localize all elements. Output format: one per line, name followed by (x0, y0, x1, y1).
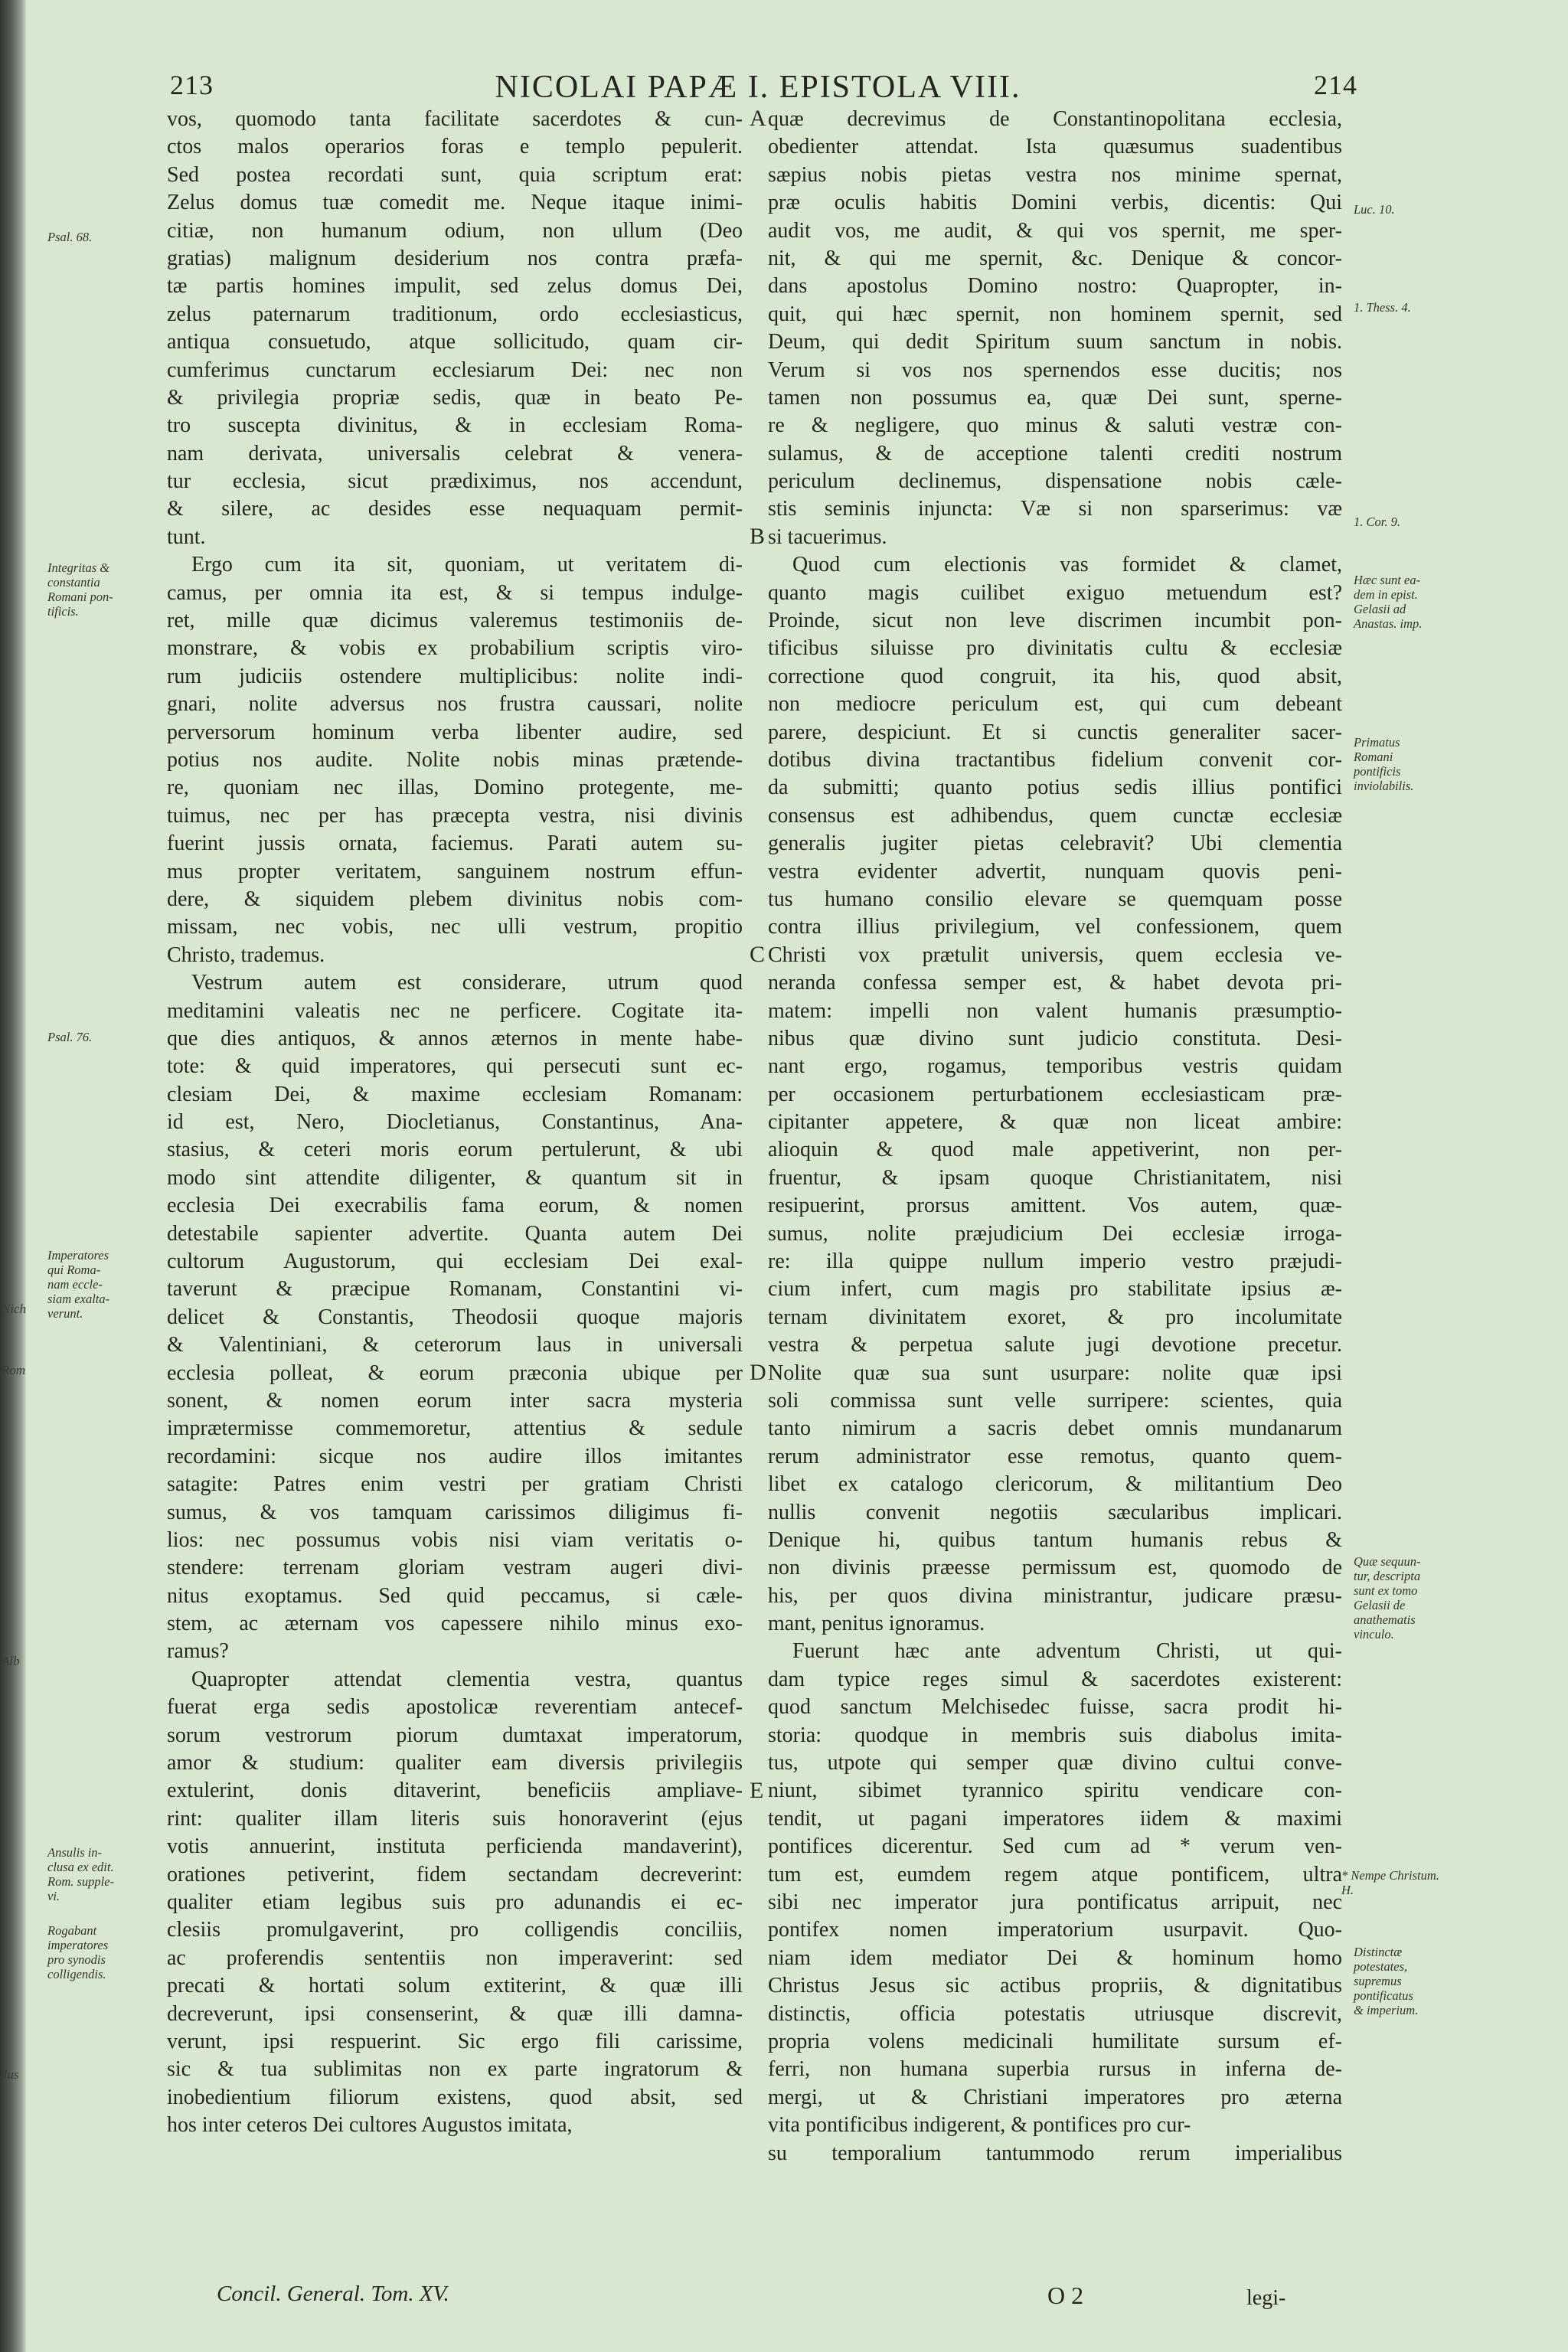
text-line: perversorum hominum verba libenter audire, sed (167, 720, 743, 744)
text-line: Verum si vos nos spernendos esse ducitis; nos (768, 358, 1342, 382)
margin-note-line: vinculo. (1354, 1627, 1394, 1642)
margin-note-line: tificis. (47, 604, 79, 619)
text-line: Proinde, sicut non leve discrimen incumbit pon- (768, 609, 1342, 633)
text-line: nant ergo, rogamus, temporibus vestris quidam (768, 1054, 1342, 1079)
page-number-right: 214 (1314, 70, 1357, 100)
text-line: rint: qualiter illam literis suis honoraverint (ejus (167, 1806, 743, 1831)
running-header (0, 69, 1568, 107)
text-line: que dies antiquos, & annos æternos in mente habe- (167, 1026, 743, 1050)
text-line: cipitanter appetere, & quæ non liceat ambire: (768, 1110, 1342, 1135)
text-line: tote: & quid imperatores, qui persecuti sunt ec- (167, 1054, 743, 1079)
text-line: Vestrum autem est considerare, utrum quod (191, 971, 743, 995)
text-line: sulamus, & de acceptione talenti crediti nostrum (768, 441, 1342, 466)
text-line: stendere: terrenam gloriam vestram augeri divi- (167, 1556, 743, 1580)
margin-note-line: Primatus (1354, 735, 1400, 750)
text-line: potius nos audite. Nolite nobis minas prætende- (167, 747, 743, 772)
text-line: monstrare, & vobis ex probabilium scriptis viro- (167, 636, 743, 661)
text-line: qualiter etiam legibus suis pro adunandis ei ec- (167, 1890, 743, 1914)
margin-note-line: Rom. supple- (47, 1874, 115, 1889)
margin-note-line: potestates, (1354, 1959, 1408, 1974)
text-line: ternam divinitatem exoret, & pro incolumitate (768, 1305, 1342, 1329)
text-line: præ oculis habitis Domini verbis, dicentis: Qui (768, 191, 1342, 215)
text-line: sibi nec imperator jura pontificatus arripuit, nec (768, 1890, 1342, 1914)
text-line: Zelus domus tuæ comedit me. Neque itaque inimi- (167, 191, 743, 215)
text-line: tus, utpote qui semper quæ divino cultui conve- (768, 1751, 1342, 1775)
text-line: sumus, nolite præjudicium Dei ecclesiæ irroga- (768, 1221, 1342, 1246)
text-line: inobedientium filiorum existens, quod absit, sed (167, 2085, 743, 2109)
text-line: parere, despiciunt. Et si cunctis generaliter sacer- (768, 720, 1342, 744)
margin-note-line: verunt. (47, 1306, 83, 1321)
text-line: da submitti; quanto potius sedis illius pontifici (768, 776, 1342, 800)
margin-note-line: pontificis (1354, 764, 1401, 779)
text-line: cium infert, cum magis pro stabilitate ipsius æ- (768, 1277, 1342, 1302)
text-line: non mediocre periculum est, qui cum debeant (768, 692, 1342, 717)
text-line: tæ partis homines impulit, sed zelus domus Dei, (167, 274, 743, 299)
page-title: NICOLAI PAPÆ I. EPISTOLA VIII. (495, 70, 1021, 105)
text-line: tro suscepta divinitus, & in ecclesiam Roma- (167, 413, 743, 438)
margin-note-line: Integritas & (47, 560, 110, 575)
text-line: nam derivata, universalis celebrat & venera- (167, 441, 743, 466)
text-line: storia: quodque in membris suis diabolus imita- (768, 1723, 1342, 1747)
margin-note-line: pro synodis (47, 1952, 106, 1967)
text-line: orationes petiverint, fidem sectandam decreverint: (167, 1862, 743, 1886)
text-line: alioquin & quod male appetiverint, non per- (768, 1138, 1342, 1162)
text-line: matem: impelli non valent humanis præsumptio- (768, 998, 1342, 1023)
text-line: ret, mille quæ dicimus valeremus testimoniis de- (167, 609, 743, 633)
margin-note-thessalonians: 1. Thess. 4. (1354, 300, 1411, 315)
margin-note-line: Romani pon- (47, 590, 113, 604)
text-line: hos inter ceteros Dei cultores Augustos imitata, (167, 2113, 573, 2138)
margin-note-line: pontificatus (1354, 1988, 1413, 2003)
text-line: quæ decrevimus de Constantinopolitana ecclesia, (768, 107, 1342, 131)
text-line: Denique hi, quibus tantum humanis rebus & (768, 1527, 1342, 1552)
binding-edge-note: Nich (2, 1302, 27, 1316)
binding-edge-note: Alb (2, 1654, 20, 1668)
margin-note-corinthians: 1. Cor. 9. (1354, 514, 1400, 529)
text-line: sæpius nobis pietas vestra nos minime spernat, (768, 162, 1342, 187)
text-line: dere, & siquidem plebem divinitus nobis com- (167, 887, 743, 911)
text-line: cultorum Augustorum, qui ecclesiam Dei exal- (167, 1250, 743, 1274)
text-line: tunt. (167, 524, 206, 549)
margin-note-line: anathematis (1354, 1612, 1416, 1627)
text-line: ferri, non humana superbia rursus in inferna de- (768, 2057, 1342, 2082)
text-line: tanto nimirum a sacris debet omnis mundanarum (768, 1416, 1342, 1441)
text-line: mergi, ut & Christiani imperatores pro æterna (768, 2085, 1342, 2109)
margin-note-quae-sequuntur (1354, 1554, 1421, 1642)
text-line: per occasionem perturbationem ecclesiasticam præ- (768, 1082, 1342, 1106)
text-line: Ergo cum ita sit, quoniam, ut veritatem di- (191, 553, 743, 577)
text-line: su temporalium tantummodo rerum imperialibus (768, 2141, 1342, 2165)
text-line: amor & studium: qualiter eam diversis privilegiis (167, 1751, 743, 1775)
margin-note-line: constantia (47, 575, 100, 590)
text-line: Deum, qui dedit Spiritum suum sanctum in nobis. (768, 330, 1342, 354)
text-line: precati & hortati solum extiterint, & quæ illi (167, 1974, 743, 1998)
text-line: periculum declinemus, dispensatione nobis cæle- (768, 469, 1342, 494)
text-line: quit, qui hæc spernit, non hominem spernit, sed (768, 302, 1342, 326)
margin-note-line: supremus (1354, 1974, 1402, 1988)
text-line: camus, per omnia ita est, & si tempus indulge- (167, 580, 743, 605)
margin-note-nempe: * Nempe Christum. H. (1341, 1868, 1439, 1897)
margin-note-line: Imperatores (47, 1248, 109, 1263)
margin-note-line: siam exalta- (47, 1292, 110, 1306)
text-line: clesiam Dei, & maxime ecclesiam Romanam: (167, 1082, 743, 1106)
text-line: pontifices dicerentur. Sed cum ad * verum ven- (768, 1834, 1342, 1859)
text-line: Christo, trademus. (167, 942, 325, 967)
margin-note-line: Romani (1354, 750, 1393, 764)
text-line: ctos malos operarios foras e templo pepulerit. (167, 135, 743, 159)
text-line: si tacuerimus. (768, 524, 887, 549)
text-line: tamen non possumus ea, quæ Dei sunt, sperne- (768, 385, 1342, 410)
text-line: antiqua consuetudo, atque sollicitudo, quam cir- (167, 330, 743, 354)
margin-note-line: nam eccle- (47, 1277, 103, 1292)
margin-note-primatus (1354, 735, 1413, 793)
margin-note-line: tur, descripta (1354, 1569, 1421, 1583)
text-line: cumferimus cunctarum ecclesiarum Dei: nec non (167, 358, 743, 382)
margin-note-psalm-76: Psal. 76. (47, 1030, 93, 1044)
text-line: ecclesia Dei execrabilis fama eorum, & nomen (167, 1194, 743, 1218)
text-line: stem, ac æternam vos capessere nihilo minus exo- (167, 1612, 743, 1636)
margin-note-line: vi. (47, 1889, 60, 1903)
text-line: vestra & perpetua salute jugi devotione precetur. (768, 1333, 1342, 1357)
text-line: non divinis præesse permissum est, quomodo de (768, 1556, 1342, 1580)
margin-note-line: qui Roma- (47, 1263, 101, 1277)
margin-note-psalm-68: Psal. 68. (47, 230, 93, 244)
margin-note-line: Rogabant (47, 1923, 97, 1938)
text-line: Quapropter attendat clementia vestra, quantus (191, 1667, 743, 1691)
margin-note-line: Gelasii de (1354, 1598, 1406, 1612)
text-line: zelus paternarum traditionum, ordo ecclesiasticus, (167, 302, 743, 326)
margin-note-imperatores (47, 1248, 109, 1321)
text-line: detestabile sapienter advertite. Quanta autem Dei (167, 1221, 743, 1246)
text-line: vita pontificibus indigerent, & pontifices pro cur- (768, 2113, 1191, 2138)
text-line: sonent, & nomen eorum inter sacra mysteria (167, 1388, 743, 1413)
right-text-column (768, 106, 1342, 2167)
text-line: pontifex nomen imperatorium usurpavit. Quo- (768, 1918, 1342, 1942)
text-line: extulerint, donis ditaverint, beneficiis ampliave- (167, 1779, 743, 1803)
text-line: meditamini valeatis nec ne perficere. Cogitate ita- (167, 998, 743, 1023)
text-line: verunt, ipsi respuerint. Sic ergo fili carissime, (167, 2029, 743, 2053)
margin-note-line: inviolabilis. (1354, 779, 1414, 793)
text-line: Sed postea recordati sunt, quia scriptum erat: (167, 162, 743, 187)
text-line: id est, Nero, Diocletianus, Constantinus, Ana- (167, 1110, 743, 1135)
text-line: gratias) malignum desiderium nos contra præfa- (167, 246, 743, 270)
margin-note-line: Hæc sunt ea- (1354, 573, 1421, 587)
text-line: votis annuerint, instituta perficienda mandaverint), (167, 1834, 743, 1859)
left-text-column (167, 106, 743, 2140)
text-line: correctione quod congruit, ita his, quod absit, (768, 664, 1342, 688)
text-line: fuerat erga sedis apostolicæ reverentiam antecef- (167, 1695, 743, 1720)
text-line: Quod cum electionis vas formidet & clamet, (792, 553, 1342, 577)
margin-note-gelasius (1354, 573, 1422, 631)
text-line: mant, penitus ignoramus. (768, 1612, 985, 1636)
text-line: re & negligere, quo minus & saluti vestræ con- (768, 413, 1342, 438)
section-letter-d: D (750, 1360, 766, 1385)
margin-note-line: Anastas. imp. (1354, 616, 1423, 631)
text-line: consensus est adhibendus, quem cunctæ ecclesiæ (768, 803, 1342, 828)
footer-signature-mark: O 2 (1047, 2282, 1084, 2309)
text-line: sumus, & vos tamquam carissimos diligimus fi- (167, 1500, 743, 1524)
footer-catchword: legi- (1246, 2286, 1286, 2310)
text-line: libet ex catalogo clericorum, & militantium Deo (768, 1472, 1342, 1497)
text-line: ac proferendis sententiis non imperaverint: sed (167, 1945, 743, 1970)
margin-note-line: Quæ sequun- (1354, 1554, 1421, 1569)
text-line: delicet & Constantis, Theodosii quoque majoris (167, 1305, 743, 1329)
text-line: tuimus, nec per has præcepta vestra, nisi divinis (167, 803, 743, 828)
text-line: nitus exoptamus. Sed quid peccamus, si cæle- (167, 1583, 743, 1608)
text-line: quanto magis cuilibet exiguo metuendum est? (768, 580, 1342, 605)
text-line: generalis jugiter pietas celebravit? Ubi clementia (768, 831, 1342, 856)
binding-edge-note: Jus (2, 2067, 19, 2082)
text-line: Nolite quæ sua sunt usurpare: nolite quæ ipsi (768, 1361, 1342, 1385)
text-line: Christi vox prætulit universis, quem ecclesia ve- (768, 942, 1342, 967)
text-line: Christus Jesus sic actibus propriis, & dignitatibus (768, 1974, 1342, 1998)
text-line: mus propter veritatem, sanguinem nostrum effun- (167, 859, 743, 884)
text-line: gnari, nolite adversus nos frustra caussari, nolite (167, 692, 743, 717)
margin-note-luke: Luc. 10. (1354, 202, 1395, 217)
text-line: nullis convenit negotiis sæcularibus implicari. (768, 1500, 1342, 1524)
text-line: vos, quomodo tanta facilitate sacerdotes & cun- (167, 107, 743, 131)
text-line: tus humano consilio elevare se quemquam posse (768, 887, 1342, 911)
text-line: & silere, ac desides esse nequaquam permit- (167, 497, 743, 521)
text-line: niam idem mediator Dei & hominum homo (768, 1945, 1342, 1970)
margin-note-line: & imperium. (1354, 2003, 1419, 2017)
margin-note-line: imperatores (47, 1938, 109, 1952)
text-line: imprætermisse commemoretur, attentius & sedule (167, 1416, 743, 1441)
text-line: tendit, ut pagani imperatores iidem & maximi (768, 1806, 1342, 1831)
text-line: fruentur, & ipsam quoque Christianitatem, nisi (768, 1165, 1342, 1190)
text-line: tificibus siluisse pro divinitatis cultu & ecclesiæ (768, 636, 1342, 661)
text-line: recordamini: sicque nos audire illos imitantes (167, 1444, 743, 1468)
book-binding-edge (0, 0, 26, 2352)
text-line: clesiis promulgaverint, pro colligendis conciliis, (167, 1918, 743, 1942)
section-letter-e: E (750, 1778, 764, 1803)
margin-note-line: clusa ex edit. (47, 1860, 114, 1874)
text-line: vestra evidenter advertit, nunquam quovis peni- (768, 859, 1342, 884)
text-line: sic & tua sublimitas non ex parte ingratorum & (167, 2057, 743, 2082)
text-line: quod sanctum Melchisedec fuisse, sacra prodit hi- (768, 1695, 1342, 1720)
footer-volume: Concil. General. Tom. XV. (217, 2282, 449, 2306)
text-line: contra illius privilegium, vel confessionem, quem (768, 915, 1342, 939)
text-line: dans apostolus Domino nostro: Quapropter, in- (768, 274, 1342, 299)
text-line: ramus? (167, 1639, 229, 1664)
text-line: nibus quæ divino sunt judicio constituta. Desi- (768, 1026, 1342, 1050)
text-line: lios: nec possumus vobis nisi viam veritatis o- (167, 1527, 743, 1552)
text-line: satagite: Patres enim vestri per gratiam Christi (167, 1472, 743, 1497)
text-line: re: illa quippe nullum imperio vestro præjudi- (768, 1250, 1342, 1274)
margin-note-line: dem in epist. (1354, 587, 1418, 602)
margin-note-rogabant (47, 1923, 108, 1981)
text-line: his, per quos divina ministrantur, judicare præsu- (768, 1583, 1342, 1608)
margin-note-line: Gelasii ad (1354, 602, 1406, 616)
text-line: tum est, eumdem regem atque pontificem, ultra (768, 1862, 1342, 1886)
text-line: neranda confessa semper est, & habet devota pri- (768, 971, 1342, 995)
text-line: propria volens medicinali humilitate sursum ef- (768, 2029, 1342, 2053)
text-line: dam typice reges simul & sacerdotes existerent: (768, 1667, 1342, 1691)
text-line: ecclesia polleat, & eorum præconia ubique per (167, 1361, 743, 1385)
margin-note-integritas (47, 560, 113, 619)
text-line: dotibus divina tractantibus fidelium convenit cor- (768, 747, 1342, 772)
margin-note-line: colligendis. (47, 1967, 106, 1981)
section-letter-b: B (750, 524, 766, 549)
text-line: taverunt & præcipue Romanam, Constantini vi- (167, 1277, 743, 1302)
text-line: decreverunt, ipsi consenserint, & quæ illi damna- (167, 2001, 743, 2026)
binding-edge-note: Rom (2, 1363, 26, 1377)
text-line: niunt, sibimet tyrannico spiritu vendicare con- (768, 1779, 1342, 1803)
text-line: sorum vestrorum piorum dumtaxat imperatorum, (167, 1723, 743, 1747)
text-line: audit vos, me audit, & qui vos spernit, me sper- (768, 218, 1342, 243)
page-number-left: 213 (170, 70, 214, 100)
text-line: missam, nec vobis, nec ulli vestrum, propitio (167, 915, 743, 939)
text-line: soli commissa sunt velle surripere: scientes, quia (768, 1388, 1342, 1413)
text-line: rerum administrator esse remotus, quanto quem- (768, 1444, 1342, 1468)
margin-note-line: Distinctæ (1354, 1945, 1403, 1959)
text-line: resipuerint, prorsus amittent. Vos autem, quæ- (768, 1194, 1342, 1218)
text-line: distinctis, officia potestatis utriusque discrevit, (768, 2001, 1342, 2026)
text-line: nit, & qui me spernit, &c. Denique & concor- (768, 246, 1342, 270)
text-line: citiæ, non humanum odium, non ullum (Deo (167, 218, 743, 243)
text-line: rum judiciis ostendere multiplicibus: nolite indi- (167, 664, 743, 688)
text-line: Fuerunt hæc ante adventum Christi, ut qui- (792, 1639, 1342, 1664)
text-line: modo sint attendite diligenter, & quantum sit in (167, 1165, 743, 1190)
margin-note-distinctae (1354, 1945, 1418, 2017)
section-letter-a: A (750, 106, 766, 131)
text-line: & Valentiniani, & ceterorum laus in universali (167, 1333, 743, 1357)
margin-note-line: sunt ex tomo (1354, 1583, 1418, 1598)
text-line: re, quoniam nec illas, Domino protegente, me- (167, 776, 743, 800)
text-line: obedienter attendat. Ista quæsumus suadentibus (768, 135, 1342, 159)
text-line: stasius, & ceteri moris eorum pertulerunt, & ubi (167, 1138, 743, 1162)
text-line: stis seminis injuncta: Væ si non sparserimus: væ (768, 497, 1342, 521)
text-line: fuerint jussis ornata, faciemus. Parati autem su- (167, 831, 743, 856)
margin-note-ansulis (47, 1845, 114, 1903)
section-letter-c: C (750, 942, 766, 967)
text-line: tur ecclesia, sicut prædiximus, nos accendunt, (167, 469, 743, 494)
text-line: & privilegia propriæ sedis, quæ in beato Pe- (167, 385, 743, 410)
margin-note-line: Ansulis in- (47, 1845, 103, 1860)
